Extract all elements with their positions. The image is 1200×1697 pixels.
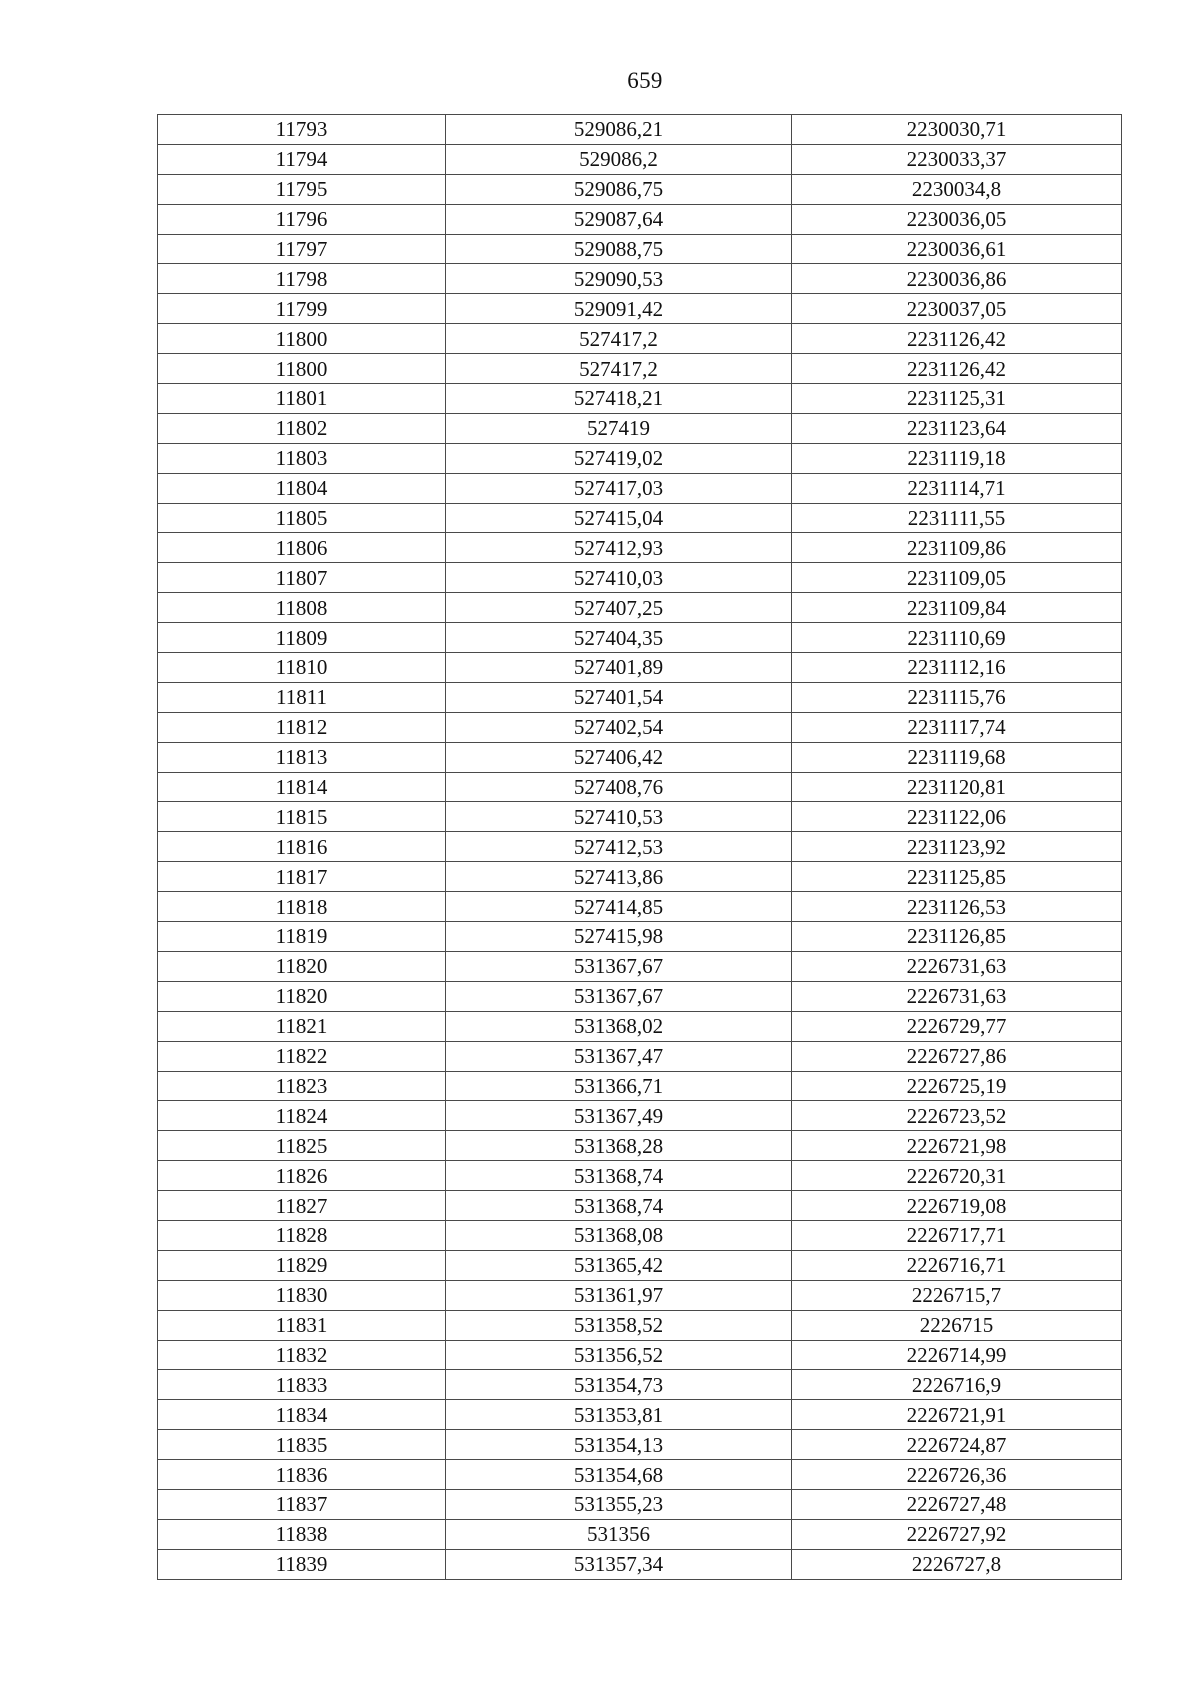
point-number-cell: 11799	[158, 294, 446, 324]
table-row	[158, 234, 1122, 264]
x-coordinate-cell: 531354,68	[446, 1460, 792, 1490]
y-coordinate-cell: 2226714,99	[792, 1340, 1122, 1370]
point-number-cell: 11829	[158, 1250, 446, 1280]
y-coordinate-cell: 2231115,76	[792, 682, 1122, 712]
x-coordinate-cell: 527415,04	[446, 503, 792, 533]
point-number-cell: 11806	[158, 533, 446, 563]
x-coordinate-cell: 529086,2	[446, 144, 792, 174]
y-coordinate-cell: 2231123,92	[792, 832, 1122, 862]
x-coordinate-cell: 527417,03	[446, 473, 792, 503]
table-row	[158, 832, 1122, 862]
x-coordinate-cell: 527417,2	[446, 354, 792, 384]
y-coordinate-cell: 2231122,06	[792, 802, 1122, 832]
y-coordinate-cell: 2226727,86	[792, 1041, 1122, 1071]
table-row	[158, 1250, 1122, 1280]
table-row	[158, 1489, 1122, 1519]
point-number-cell: 11831	[158, 1310, 446, 1340]
point-number-cell: 11804	[158, 473, 446, 503]
table-row	[158, 1101, 1122, 1131]
x-coordinate-cell: 531366,71	[446, 1071, 792, 1101]
table-row	[158, 1460, 1122, 1490]
x-coordinate-cell: 527401,89	[446, 653, 792, 683]
point-number-cell: 11811	[158, 682, 446, 712]
y-coordinate-cell: 2231125,85	[792, 862, 1122, 892]
table-row	[158, 294, 1122, 324]
table-row	[158, 1161, 1122, 1191]
x-coordinate-cell: 531353,81	[446, 1400, 792, 1430]
point-number-cell: 11832	[158, 1340, 446, 1370]
y-coordinate-cell: 2226731,63	[792, 981, 1122, 1011]
x-coordinate-cell: 527419	[446, 413, 792, 443]
x-coordinate-cell: 531361,97	[446, 1280, 792, 1310]
table-row	[158, 772, 1122, 802]
y-coordinate-cell: 2231126,42	[792, 354, 1122, 384]
x-coordinate-cell: 531368,74	[446, 1191, 792, 1221]
point-number-cell: 11794	[158, 144, 446, 174]
point-number-cell: 11835	[158, 1430, 446, 1460]
point-number-cell: 11808	[158, 593, 446, 623]
x-coordinate-cell: 531354,73	[446, 1370, 792, 1400]
x-coordinate-cell: 527404,35	[446, 623, 792, 653]
point-number-cell: 11812	[158, 712, 446, 742]
x-coordinate-cell: 529087,64	[446, 204, 792, 234]
table-row	[158, 1280, 1122, 1310]
point-number-cell: 11795	[158, 174, 446, 204]
y-coordinate-cell: 2226717,71	[792, 1220, 1122, 1250]
point-number-cell: 11805	[158, 503, 446, 533]
table-row	[158, 1400, 1122, 1430]
table-row	[158, 922, 1122, 952]
x-coordinate-cell: 531367,47	[446, 1041, 792, 1071]
y-coordinate-cell: 2226716,71	[792, 1250, 1122, 1280]
y-coordinate-cell: 2230034,8	[792, 174, 1122, 204]
x-coordinate-cell: 531368,02	[446, 1011, 792, 1041]
y-coordinate-cell: 2230037,05	[792, 294, 1122, 324]
x-coordinate-cell: 531365,42	[446, 1250, 792, 1280]
y-coordinate-cell: 2230036,05	[792, 204, 1122, 234]
x-coordinate-cell: 531355,23	[446, 1489, 792, 1519]
x-coordinate-cell: 527412,93	[446, 533, 792, 563]
point-number-cell: 11815	[158, 802, 446, 832]
table-row	[158, 1370, 1122, 1400]
point-number-cell: 11802	[158, 413, 446, 443]
x-coordinate-cell: 527418,21	[446, 384, 792, 414]
point-number-cell: 11826	[158, 1161, 446, 1191]
y-coordinate-cell: 2231119,18	[792, 443, 1122, 473]
y-coordinate-cell: 2226716,9	[792, 1370, 1122, 1400]
table-row	[158, 1191, 1122, 1221]
y-coordinate-cell: 2226715,7	[792, 1280, 1122, 1310]
x-coordinate-cell: 531367,67	[446, 981, 792, 1011]
table-row	[158, 503, 1122, 533]
point-number-cell: 11834	[158, 1400, 446, 1430]
point-number-cell: 11830	[158, 1280, 446, 1310]
y-coordinate-cell: 2231111,55	[792, 503, 1122, 533]
point-number-cell: 11837	[158, 1489, 446, 1519]
x-coordinate-cell: 527410,03	[446, 563, 792, 593]
table-row	[158, 144, 1122, 174]
y-coordinate-cell: 2226731,63	[792, 951, 1122, 981]
table-row	[158, 593, 1122, 623]
point-number-cell: 11798	[158, 264, 446, 294]
table-row	[158, 1041, 1122, 1071]
x-coordinate-cell: 527415,98	[446, 922, 792, 952]
table-row	[158, 174, 1122, 204]
y-coordinate-cell: 2226720,31	[792, 1161, 1122, 1191]
table-row	[158, 1071, 1122, 1101]
x-coordinate-cell: 531356	[446, 1519, 792, 1549]
x-coordinate-cell: 527408,76	[446, 772, 792, 802]
x-coordinate-cell: 527412,53	[446, 832, 792, 862]
table-row	[158, 413, 1122, 443]
point-number-cell: 11813	[158, 742, 446, 772]
table-row	[158, 1011, 1122, 1041]
table-row	[158, 1131, 1122, 1161]
y-coordinate-cell: 2231126,42	[792, 324, 1122, 354]
y-coordinate-cell: 2231126,53	[792, 892, 1122, 922]
point-number-cell: 11797	[158, 234, 446, 264]
table-row	[158, 742, 1122, 772]
point-number-cell: 11839	[158, 1549, 446, 1579]
table-row	[158, 115, 1122, 145]
point-number-cell: 11827	[158, 1191, 446, 1221]
table-row	[158, 623, 1122, 653]
y-coordinate-cell: 2226726,36	[792, 1460, 1122, 1490]
point-number-cell: 11810	[158, 653, 446, 683]
table-row	[158, 473, 1122, 503]
point-number-cell: 11820	[158, 981, 446, 1011]
y-coordinate-cell: 2231109,05	[792, 563, 1122, 593]
x-coordinate-cell: 529088,75	[446, 234, 792, 264]
point-number-cell: 11828	[158, 1220, 446, 1250]
x-coordinate-cell: 531358,52	[446, 1310, 792, 1340]
x-coordinate-cell: 529091,42	[446, 294, 792, 324]
table-row	[158, 1519, 1122, 1549]
point-number-cell: 11793	[158, 115, 446, 145]
x-coordinate-cell: 531354,13	[446, 1430, 792, 1460]
point-number-cell: 11824	[158, 1101, 446, 1131]
table-row	[158, 1549, 1122, 1579]
y-coordinate-cell: 2226729,77	[792, 1011, 1122, 1041]
y-coordinate-cell: 2226727,92	[792, 1519, 1122, 1549]
table-row	[158, 981, 1122, 1011]
y-coordinate-cell: 2231125,31	[792, 384, 1122, 414]
point-number-cell: 11803	[158, 443, 446, 473]
x-coordinate-cell: 531368,08	[446, 1220, 792, 1250]
point-number-cell: 11823	[158, 1071, 446, 1101]
x-coordinate-cell: 527406,42	[446, 742, 792, 772]
point-number-cell: 11800	[158, 354, 446, 384]
table-row	[158, 802, 1122, 832]
x-coordinate-cell: 527401,54	[446, 682, 792, 712]
y-coordinate-cell: 2226719,08	[792, 1191, 1122, 1221]
x-coordinate-cell: 531368,28	[446, 1131, 792, 1161]
table-row	[158, 1430, 1122, 1460]
table-row	[158, 712, 1122, 742]
y-coordinate-cell: 2231114,71	[792, 473, 1122, 503]
table-row	[158, 862, 1122, 892]
x-coordinate-cell: 529086,75	[446, 174, 792, 204]
point-number-cell: 11836	[158, 1460, 446, 1490]
point-number-cell: 11819	[158, 922, 446, 952]
x-coordinate-cell: 527413,86	[446, 862, 792, 892]
x-coordinate-cell: 531357,34	[446, 1549, 792, 1579]
point-number-cell: 11821	[158, 1011, 446, 1041]
y-coordinate-cell: 2226715	[792, 1310, 1122, 1340]
y-coordinate-cell: 2231109,84	[792, 593, 1122, 623]
point-number-cell: 11814	[158, 772, 446, 802]
point-number-cell: 11816	[158, 832, 446, 862]
x-coordinate-cell: 527410,53	[446, 802, 792, 832]
y-coordinate-cell: 2231109,86	[792, 533, 1122, 563]
x-coordinate-cell: 527419,02	[446, 443, 792, 473]
y-coordinate-cell: 2226725,19	[792, 1071, 1122, 1101]
y-coordinate-cell: 2230036,86	[792, 264, 1122, 294]
x-coordinate-cell: 527402,54	[446, 712, 792, 742]
table-row	[158, 1220, 1122, 1250]
y-coordinate-cell: 2230030,71	[792, 115, 1122, 145]
point-number-cell: 11833	[158, 1370, 446, 1400]
x-coordinate-cell: 527407,25	[446, 593, 792, 623]
x-coordinate-cell: 529086,21	[446, 115, 792, 145]
page-number: 659	[627, 68, 663, 93]
y-coordinate-cell: 2226727,48	[792, 1489, 1122, 1519]
table-row	[158, 354, 1122, 384]
point-number-cell: 11822	[158, 1041, 446, 1071]
table-row	[158, 563, 1122, 593]
y-coordinate-cell: 2226724,87	[792, 1430, 1122, 1460]
x-coordinate-cell: 531367,67	[446, 951, 792, 981]
point-number-cell: 11820	[158, 951, 446, 981]
point-number-cell: 11818	[158, 892, 446, 922]
y-coordinate-cell: 2230033,37	[792, 144, 1122, 174]
point-number-cell: 11800	[158, 324, 446, 354]
y-coordinate-cell: 2231123,64	[792, 413, 1122, 443]
table-row	[158, 443, 1122, 473]
point-number-cell: 11817	[158, 862, 446, 892]
point-number-cell: 11825	[158, 1131, 446, 1161]
table-row	[158, 324, 1122, 354]
table-row	[158, 1340, 1122, 1370]
point-number-cell: 11796	[158, 204, 446, 234]
y-coordinate-cell: 2231126,85	[792, 922, 1122, 952]
y-coordinate-cell: 2231112,16	[792, 653, 1122, 683]
point-number-cell: 11809	[158, 623, 446, 653]
x-coordinate-cell: 531367,49	[446, 1101, 792, 1131]
x-coordinate-cell: 529090,53	[446, 264, 792, 294]
x-coordinate-cell: 527414,85	[446, 892, 792, 922]
table-row	[158, 1310, 1122, 1340]
table-row	[158, 204, 1122, 234]
x-coordinate-cell: 531368,74	[446, 1161, 792, 1191]
table-row	[158, 892, 1122, 922]
point-number-cell: 11801	[158, 384, 446, 414]
y-coordinate-cell: 2231120,81	[792, 772, 1122, 802]
table-row	[158, 682, 1122, 712]
y-coordinate-cell: 2231119,68	[792, 742, 1122, 772]
table-row	[158, 384, 1122, 414]
table-row	[158, 264, 1122, 294]
y-coordinate-cell: 2226723,52	[792, 1101, 1122, 1131]
table-row	[158, 653, 1122, 683]
table-row	[158, 533, 1122, 563]
x-coordinate-cell: 527417,2	[446, 324, 792, 354]
x-coordinate-cell: 531356,52	[446, 1340, 792, 1370]
y-coordinate-cell: 2231117,74	[792, 712, 1122, 742]
coordinates-table-body	[158, 115, 1122, 1580]
y-coordinate-cell: 2230036,61	[792, 234, 1122, 264]
point-number-cell: 11838	[158, 1519, 446, 1549]
point-number-cell: 11807	[158, 563, 446, 593]
table-row	[158, 951, 1122, 981]
coordinates-table	[157, 114, 1122, 1580]
y-coordinate-cell: 2231110,69	[792, 623, 1122, 653]
y-coordinate-cell: 2226727,8	[792, 1549, 1122, 1579]
y-coordinate-cell: 2226721,91	[792, 1400, 1122, 1430]
y-coordinate-cell: 2226721,98	[792, 1131, 1122, 1161]
